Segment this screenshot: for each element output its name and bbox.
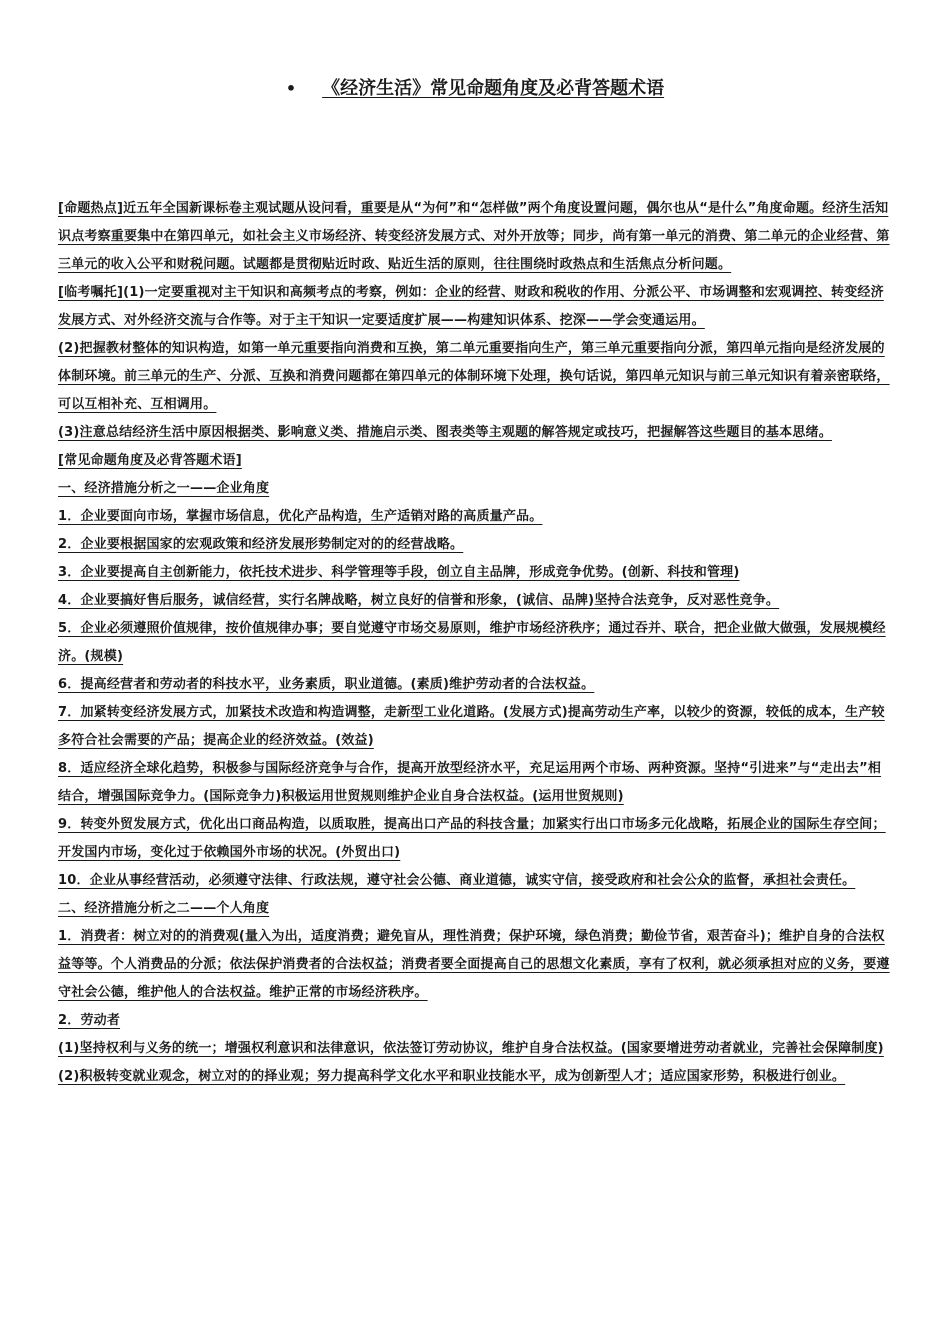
section-heading-enterprise: 一、经济措施分析之一——企业角度 — [58, 481, 270, 496]
document-body — [58, 195, 892, 1091]
document-title-row — [0, 76, 950, 102]
list-item: (2)积极转变就业观念，树立对的的择业观；努力提高科学文化水平和职业技能水平，成为创新型人才；适应国家形势，积极进行创业。 — [58, 1069, 846, 1084]
list-item: 3．企业要提高自主创新能力，依托技术进步、科学管理等手段，创立自主品牌，形成竞争优势。(创新、科技和管理) — [58, 565, 740, 580]
list-item: (1)坚持权利与义务的统一；增强权利意识和法律意识，依法签订劳动协议，维护自身合法权益。(国家要增进劳动者就业，完善社会保障制度) — [58, 1041, 884, 1056]
list-item: 1．消费者：树立对的的消费观(量入为出，适度消费；避免盲从，理性消费；保护环境，绿色消费；勤俭节省，艰苦奋斗)；维护自身的合法权益等等。个人消费品的分派；依法保护消费者的合法权益；消费者要全面提高自己的思想文化素质，享有了权利，就必须承担对应的义务，要遵守社会公德，维护他人的合法权益。维护正常的市场经济秩序。 — [58, 929, 890, 1000]
list-item: 4．企业要搞好售后服务，诚信经营，实行名牌战略，树立良好的信誉和形象，(诚信、品牌)坚持合法竞争，反对恶性竞争。 — [58, 593, 780, 608]
list-item: 1．企业要面向市场，掌握市场信息，优化产品构造，生产适销对路的高质量产品。 — [58, 509, 543, 524]
bullet-icon: • — [285, 79, 297, 98]
list-item: 10．企业从事经营活动，必须遵守法律、行政法规，遵守社会公德、商业道德，诚实守信，接受政府和社会公众的监督，承担社会责任。 — [58, 873, 856, 888]
paragraph-advice-3: (3)注意总结经济生活中原因根据类、影响意义类、措施启示类、图表类等主观题的解答规定或技巧，把握解答这些题目的基本思绪。 — [58, 425, 832, 440]
list-item: 8．适应经济全球化趋势，积极参与国际经济竞争与合作，提高开放型经济水平，充足运用两个市场、两种资源。坚持“引进来”与“走出去”相结合，增强国际竞争力。(国际竞争力)积极运用世贸规则维护企业自身合法权益。(运用世贸规则) — [58, 761, 882, 804]
list-item: 5．企业必须遵照价值规律，按价值规律办事；要自觉遵守市场交易原则，维护市场经济秩序；通过吞并、联合，把企业做大做强，发展规模经济。(规模) — [58, 621, 886, 664]
paragraph-advice-2: (2)把握教材整体的知识构造，如第一单元重要指向消费和互换，第二单元重要指向生产，第三单元重要指向分派，第四单元指向是经济发展的体制环境。前三单元的生产、分派、互换和消费问题都在第四单元的体制环境下处理，换句话说，第四单元知识与前三单元知识有着亲密联络，可以互相补充、互相调用。 — [58, 341, 890, 412]
paragraph-hotspot: [命题热点]近五年全国新课标卷主观试题从设问看，重要是从“为何”和“怎样做”两个角度设置问题，偶尔也从“是什么”角度命题。经济生活知识点考察重要集中在第四单元，如社会主义市场经济、转变经济发展方式、对外开放等；同步，尚有第一单元的消费、第二单元的企业经营、第三单元的收入公平和财税问题。试题都是贯彻贴近时政、贴近生活的原则，往往围绕时政热点和生活焦点分析问题。 — [58, 201, 890, 272]
list-item: 6．提高经营者和劳动者的科技水平，业务素质，职业道德。(素质)维护劳动者的合法权益。 — [58, 677, 595, 692]
paragraph-advice-1: [临考嘱托](1)一定要重视对主干知识和高频考点的考察，例如：企业的经营、财政和税收的作用、分派公平、市场调整和宏观调控、转变经济发展方式、对外经济交流与合作等。对于主干知识一定要适度扩展——构建知识体系、挖深——学会变通运用。 — [58, 285, 884, 328]
list-item: 9．转变外贸发展方式，优化出口商品构造，以质取胜，提高出口产品的科技含量；加紧实行出口市场多元化战略，拓展企业的国际生存空间；开发国内市场，变化过于依赖国外市场的状况。(外贸出口) — [58, 817, 886, 860]
section-heading-individual: 二、经济措施分析之二——个人角度 — [58, 901, 270, 916]
document-title: 《经济生活》常见命题角度及必背答题术语 — [322, 78, 665, 99]
section-heading-terms: [常见命题角度及必背答题术语] — [58, 453, 242, 468]
list-item: 2．企业要根据国家的宏观政策和经济发展形势制定对的的经营战略。 — [58, 537, 464, 552]
subheading-worker: 2．劳动者 — [58, 1013, 121, 1028]
list-item: 7．加紧转变经济发展方式，加紧技术改造和构造调整，走新型工业化道路。(发展方式)提高劳动生产率，以较少的资源，较低的成本，生产较多符合社会需要的产品；提高企业的经济效益。(效益) — [58, 705, 885, 748]
